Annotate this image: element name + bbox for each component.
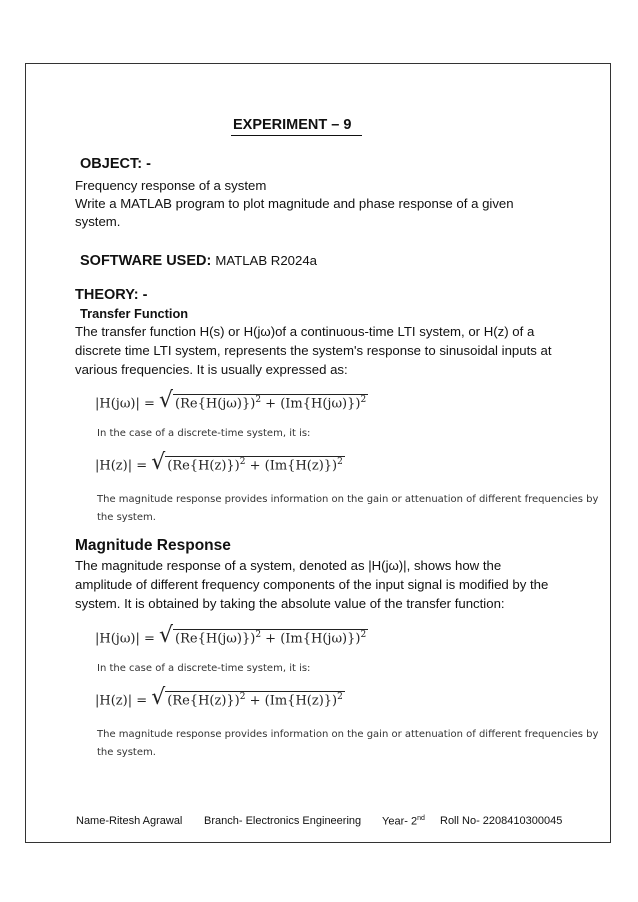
eq-lhs: |H(z)| = [95, 693, 152, 709]
magnitude-equation-continuous [95, 388, 368, 413]
transfer-function-subheading: Transfer Function [80, 306, 189, 321]
eq-real-part: (Re{H(z)}) [167, 693, 240, 709]
eq-exponent: 2 [337, 457, 343, 467]
gain-note-line-1: The magnitude response provides information on the gain or attenuation of different frequencies by [97, 494, 599, 505]
theory-paragraph: The transfer function H(s) or H(jω)of a continuous-time LTI system, or H(z) of a discrete time LTI system, represents the system's response to sinusoidal inputs at various frequencies. It is usually expressed as: [75, 324, 552, 377]
footer-year [382, 815, 425, 828]
footer-name: Name-Ritesh Agrawal [76, 815, 183, 827]
gain-note-line-2: the system. [97, 747, 156, 758]
footer-year-text: Year- 2 [382, 815, 418, 828]
eq-real-part: (Re{H(jω)}) [175, 396, 256, 412]
software-line [80, 253, 317, 269]
gain-note-line-2: the system. [97, 512, 156, 523]
sqrt-symbol: √ $(Re\{H(z)\})^2 + (Im\{H(z)\})^2$ [151, 685, 343, 710]
discrete-note: In the case of a discrete-time system, it is: [97, 428, 311, 439]
object-line-2: Write a MATLAB program to plot magnitude and phase response of a given [75, 196, 514, 211]
eq-imag-part: + (Im{H(z)}) [245, 458, 338, 474]
magnitude-response-heading: Magnitude Response [75, 537, 231, 554]
magnitude-paragraph: The magnitude response of a system, denoted as |H(jω)|, shows how the amplitude of different frequency components of the input signal is modified by the system. It is obtained by taking the absolute value of the transfer function: [75, 558, 549, 611]
eq-imag-part: + (Im{H(jω)}) [261, 631, 361, 647]
eq-exponent: 2 [360, 395, 367, 405]
footer-branch: Branch- Electronics Engineering [204, 815, 362, 827]
title-underline [231, 135, 362, 136]
object-line-3: system. [75, 214, 121, 229]
eq-real-part: (Re{H(z)}) [167, 458, 240, 474]
software-label: SOFTWARE USED: [80, 253, 212, 269]
sqrt-symbol: √ $(Re\{H(z)\})^2 + (Im\{H(z)\})^2$ [151, 450, 343, 475]
gain-note-line-1: The magnitude response provides information on the gain or attenuation of different frequencies by [97, 729, 599, 740]
eq-exponent: 2 [255, 395, 262, 405]
eq-lhs: |H(z)| = [95, 458, 152, 474]
footer-roll: Roll No- 2208410300045 [440, 815, 563, 827]
eq-lhs: |H(jω)| = [95, 396, 160, 412]
software-value: MATLAB R2024a [215, 253, 317, 268]
eq-imag-part: + (Im{H(jω)}) [261, 396, 361, 412]
sqrt-symbol: √ $(Re\{H(j\omega)\})^2 + (Im\{H(j\omega)\})^2$ [159, 388, 367, 413]
magnitude-equation-discrete [95, 450, 345, 475]
eq-exponent: 2 [337, 692, 343, 702]
eq-lhs: |H(jω)| = [95, 631, 160, 647]
eq-exponent: 2 [255, 630, 262, 640]
sqrt-symbol: √ $(Re\{H(j\omega)\})^2 + (Im\{H(j\omega)\})^2$ [159, 623, 367, 648]
discrete-note: In the case of a discrete-time system, it is: [97, 663, 311, 674]
object-line-1: Frequency response of a system [75, 178, 267, 193]
magnitude-equation-discrete [95, 685, 345, 710]
theory-heading: THEORY: - [75, 287, 148, 303]
footer-year-sup: nd [417, 815, 425, 822]
eq-imag-part: + (Im{H(z)}) [245, 693, 338, 709]
eq-exponent: 2 [360, 630, 367, 640]
eq-real-part: (Re{H(jω)}) [175, 631, 256, 647]
object-heading: OBJECT: - [80, 156, 151, 172]
magnitude-equation-continuous [95, 623, 368, 648]
eq-exponent: 2 [239, 692, 246, 702]
page-title: EXPERIMENT – 9 [233, 117, 352, 133]
eq-exponent: 2 [239, 457, 246, 467]
